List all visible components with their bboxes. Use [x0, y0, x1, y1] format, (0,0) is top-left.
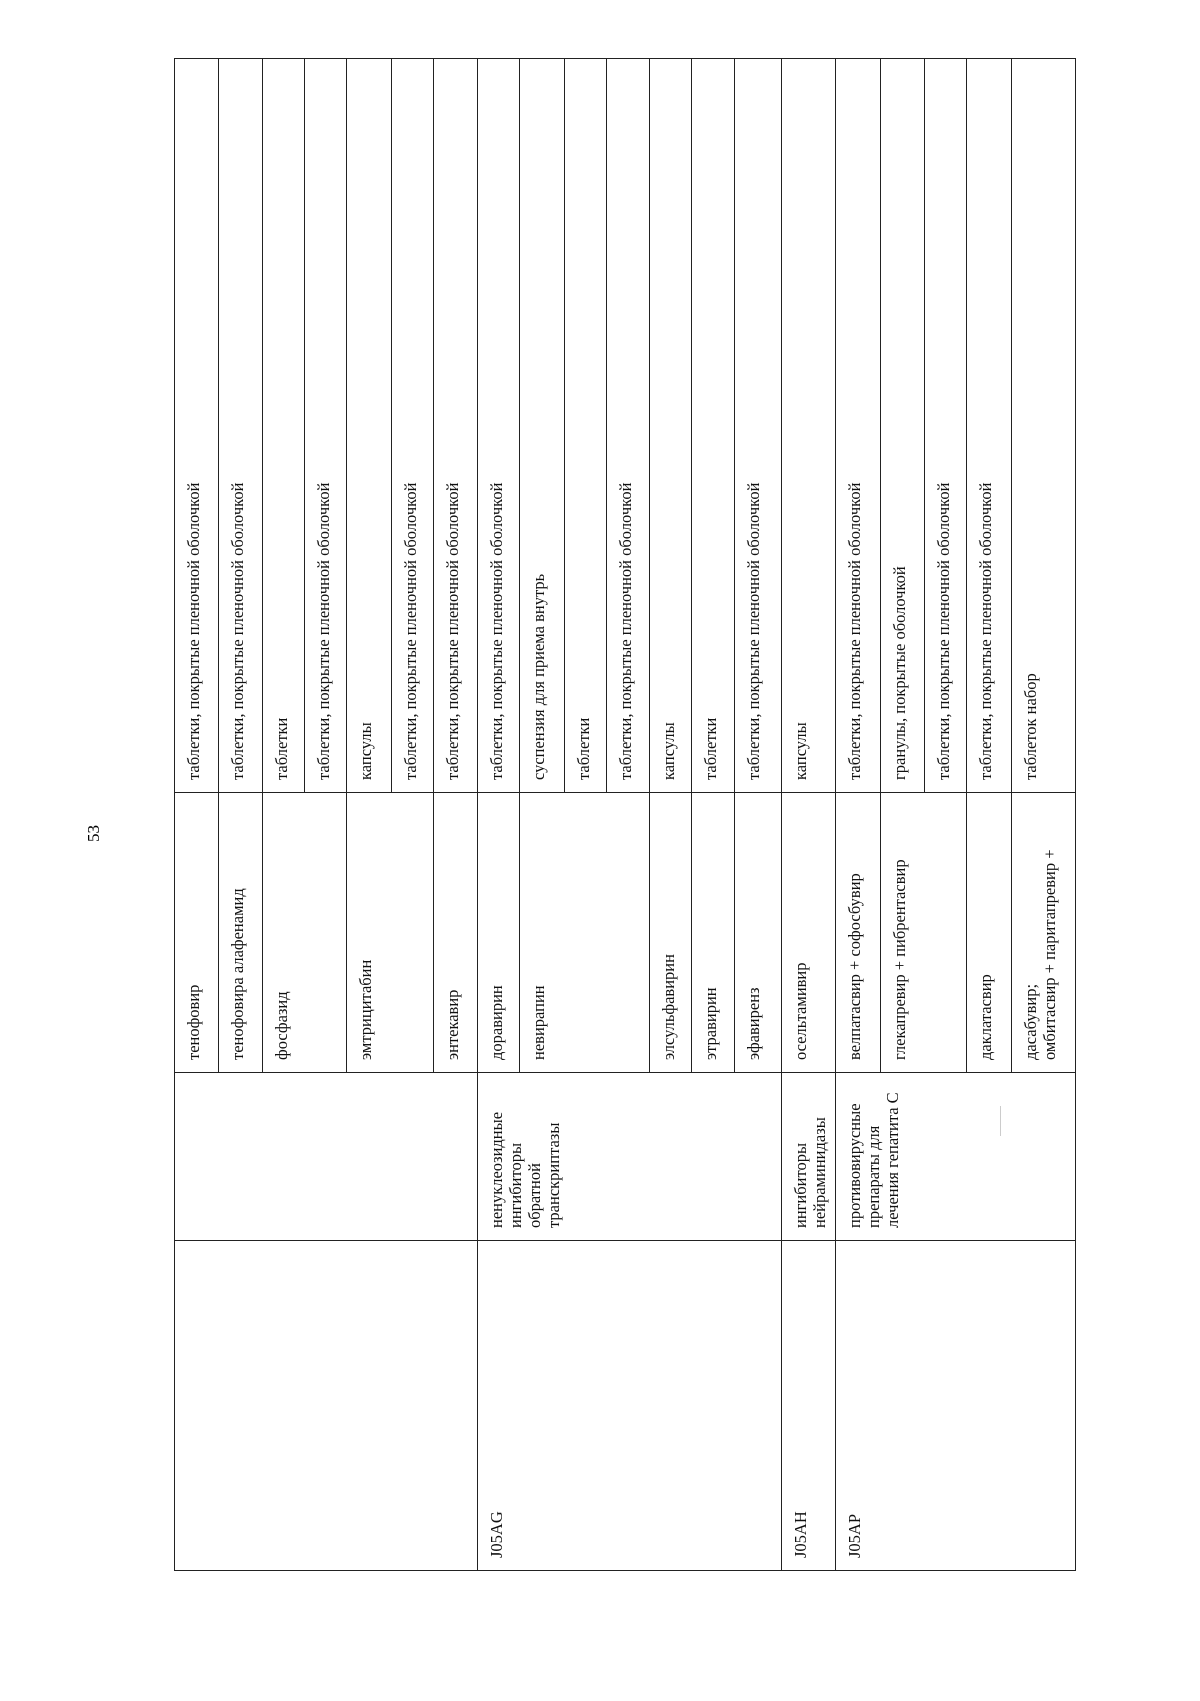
form-cell: таблетки, покрытые пленочной оболочкой: [434, 59, 478, 793]
form-cell: таблетки, покрытые пленочной оболочкой: [836, 59, 881, 793]
form-cell: таблетки, покрытые пленочной оболочкой: [392, 59, 434, 793]
group-cell: [175, 1073, 478, 1241]
form-cell: капсулы: [650, 59, 692, 793]
drug-cell: энтекавир: [434, 793, 478, 1073]
drug-cell: эфавиренз: [735, 793, 782, 1073]
form-cell: гранулы, покрытые оболочкой: [881, 59, 925, 793]
scan-artifact: [1000, 1106, 1001, 1136]
form-cell: таблетки: [565, 59, 607, 793]
form-cell: таблетки, покрытые пленочной оболочкой: [305, 59, 347, 793]
table-row: [782, 59, 836, 1571]
form-cell: таблетки: [692, 59, 735, 793]
drug-cell: тенофовира алафенамид: [219, 793, 263, 1073]
drug-cell: доравирин: [478, 793, 520, 1073]
drug-cell: глекапревир + пибрентасвир: [881, 793, 967, 1073]
form-cell: таблетки, покрытые пленочной оболочкой: [175, 59, 219, 793]
drug-cell: эмтрицитабин: [347, 793, 434, 1073]
form-cell: таблеток набор: [1012, 59, 1076, 793]
form-cell: таблетки, покрытые пленочной оболочкой: [478, 59, 520, 793]
table-row: [478, 59, 520, 1571]
group-cell: ненуклеозидные ингибиторы обратной транскриптазы: [478, 1073, 782, 1241]
drug-line: омбитасвир + паритапревир +: [1040, 849, 1059, 1060]
drug-table: [174, 58, 1076, 1571]
page-number: 53: [84, 825, 103, 842]
table-row: [175, 59, 219, 1571]
form-cell: таблетки, покрытые пленочной оболочкой: [219, 59, 263, 793]
drug-cell: фосфазид: [263, 793, 347, 1073]
table-row: [836, 59, 881, 1571]
form-cell: капсулы: [782, 59, 836, 793]
atc-code-cell: [175, 1241, 478, 1571]
form-cell: таблетки, покрытые пленочной оболочкой: [925, 59, 967, 793]
atc-code-cell: J05AG: [478, 1241, 782, 1571]
form-cell: таблетки, покрытые пленочной оболочкой: [735, 59, 782, 793]
group-cell: ингибиторы нейраминидазы: [782, 1073, 836, 1241]
form-cell: таблетки: [263, 59, 305, 793]
drug-line: дасабувир;: [1021, 983, 1040, 1060]
form-cell: таблетки, покрытые пленочной оболочкой: [967, 59, 1012, 793]
drug-cell: этравирин: [692, 793, 735, 1073]
atc-code-cell: J05AH: [782, 1241, 836, 1571]
atc-code-cell: J05AP: [836, 1241, 1076, 1571]
form-cell: капсулы: [347, 59, 392, 793]
form-cell: суспензия для приема внутрь: [520, 59, 565, 793]
drug-cell: осельтамивир: [782, 793, 836, 1073]
drug-cell: велпатасвир + софосбувир: [836, 793, 881, 1073]
drug-cell: невирапин: [520, 793, 650, 1073]
form-cell: таблетки, покрытые пленочной оболочкой: [607, 59, 650, 793]
drug-cell: тенофовир: [175, 793, 219, 1073]
drug-cell: элсульфавирин: [650, 793, 692, 1073]
rotated-table-container: [174, 59, 1174, 1571]
drug-cell: [1012, 793, 1076, 1073]
drug-cell: даклатасвир: [967, 793, 1012, 1073]
group-cell: противовирусные препараты для лечения гепатита С: [836, 1073, 1076, 1241]
